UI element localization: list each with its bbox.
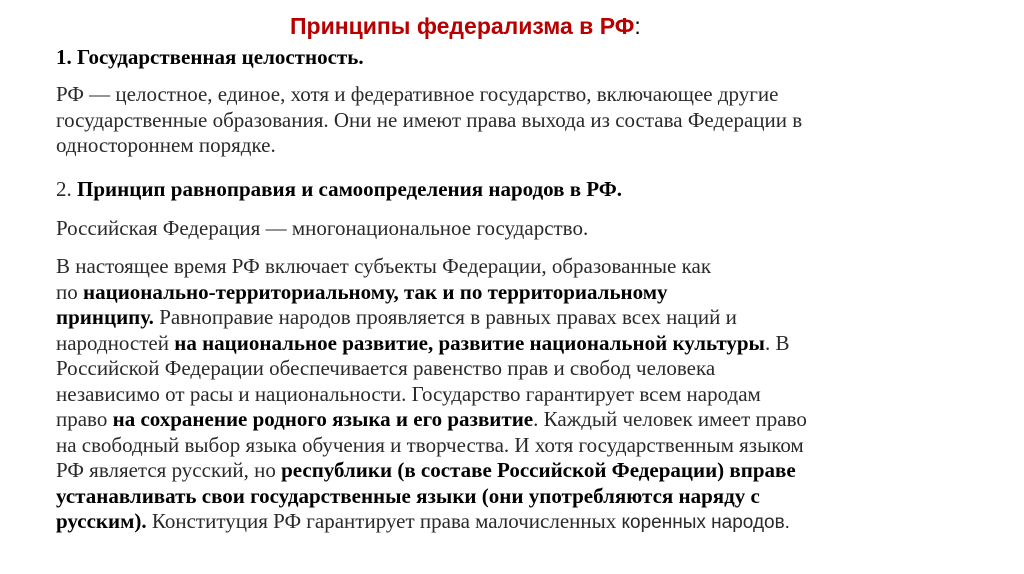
text-run: . Каждый человек имеет право [533,407,807,431]
paragraph-line [56,407,986,433]
paragraph-line [56,458,986,484]
text-run: Равноправие народов проявляется в равных правах всех наций и [153,305,737,329]
text-run: коренных народов. [621,512,790,533]
bold-run: республики (в составе Российской Федерации) вправе [281,458,796,482]
section1-heading: 1. Государственная целостность. [56,45,364,69]
paragraph-line: В настоящее время РФ включает субъекты Федерации, образованные как [56,254,712,278]
slide-title-text: Принципы федерализма в РФ [290,13,635,39]
paragraph-line [56,331,986,357]
paragraph-line [56,280,986,306]
text-run: право [56,407,113,431]
text-run: по [56,279,83,304]
bold-run: русским). [56,509,147,533]
section2-intro: Российская Федерация — многонациональное государство. [56,216,589,240]
slide-title-colon: : [634,13,641,39]
section2-heading-text: Принцип равноправия и самоопределения народов в РФ. [77,177,623,201]
section1-body [56,82,986,159]
paragraph-line [56,509,986,536]
paragraph-line: независимо от расы и национальности. Государство гарантирует всем народам [56,381,761,406]
bold-run: принципу. [56,305,154,329]
section1-body-line: одностороннем порядке. [56,133,276,157]
text-run: народностей [56,330,175,355]
paragraph-line [56,305,986,331]
text-run: Конституция РФ гарантирует права малочисленных [146,509,622,533]
paragraph-line: Российской Федерации обеспечивается равенство прав и свобод человека [56,356,716,380]
bold-run: национально-территориальному, так и по территориальному [83,279,668,304]
section2-number: 2. [56,177,72,201]
paragraph-line: на свободный выбор языка обучения и творчества. И хотя государственным языком [56,432,804,457]
section2-paragraph [56,254,986,536]
paragraph-line: устанавливать свои государственные языки (они употребляются наряду с [56,483,760,508]
section1-body-line: государственные образования. Они не имеют права выхода из состава Федерации в [56,107,803,132]
bold-run: на сохранение родного языка и его развитие [112,407,534,431]
bold-run: на национальное развитие, развитие национальной культуры [174,330,765,355]
slide-title [290,13,641,40]
text-run: РФ является русский, но [56,458,282,482]
text-run: . В [764,330,790,355]
section2-heading [56,177,986,203]
section1-body-line: РФ — целостное, единое, хотя и федеративное государство, включающее другие [56,82,779,106]
